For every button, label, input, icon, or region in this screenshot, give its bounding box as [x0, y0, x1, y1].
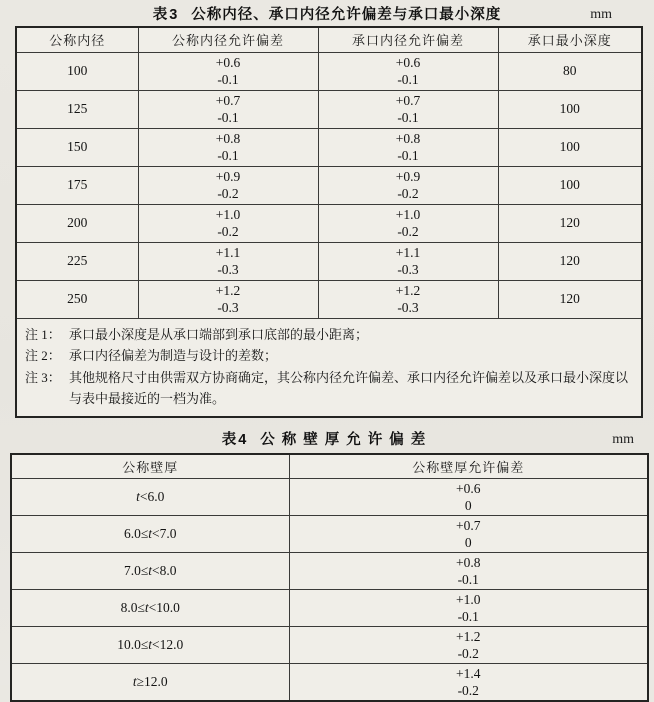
- cell-diameter: 175: [16, 166, 138, 204]
- table3-notes-row: [16, 318, 642, 417]
- note-label: 注 1：: [25, 324, 69, 346]
- range-prefix: 10.0≤: [117, 637, 148, 652]
- deviation-minus: -0.1: [294, 571, 644, 588]
- deviation-minus: -0.1: [143, 71, 314, 88]
- table-row: [16, 52, 642, 90]
- table3-unit-label: mm: [590, 4, 612, 26]
- note-text: 其他规格尺寸由供需双方协商确定，其公称内径允许偏差、承口内径允许偏差以及承口最小深度以与表中最接近的一档为准。: [69, 367, 631, 410]
- table3-title-row: [0, 0, 654, 26]
- cell-thickness-range: [11, 479, 289, 516]
- deviation-minus: -0.2: [143, 185, 314, 202]
- cell-nominal-deviation: [138, 204, 318, 242]
- range-suffix: <6.0: [140, 489, 165, 504]
- table3-title-text: 公称内径、承口内径允许偏差与承口最小深度: [191, 7, 501, 23]
- table4-header-deviation: 公称壁厚允许偏差: [289, 454, 648, 479]
- deviation-plus: +1.1: [143, 244, 314, 261]
- deviation-minus: -0.3: [143, 299, 314, 316]
- table3-header-nominal-deviation: 公称内径允许偏差: [138, 27, 318, 52]
- cell-min-depth: 120: [498, 204, 642, 242]
- table3-title-prefix: 表3: [153, 7, 180, 23]
- deviation-plus: +1.2: [143, 282, 314, 299]
- deviation-minus: -0.1: [143, 109, 314, 126]
- deviation-plus: +1.0: [143, 206, 314, 223]
- deviation-plus: +0.6: [143, 54, 314, 71]
- cell-thickness-range: [11, 553, 289, 590]
- cell-socket-deviation: [318, 52, 498, 90]
- note-label: 注 2：: [25, 345, 69, 367]
- table-row: [11, 627, 648, 664]
- deviation-plus: +1.1: [323, 244, 494, 261]
- cell-diameter: 100: [16, 52, 138, 90]
- note-label: 注 3：: [25, 367, 69, 410]
- note-2: [25, 345, 631, 367]
- table3-header-min-depth: 承口最小深度: [498, 27, 642, 52]
- range-prefix: 7.0≤: [124, 563, 148, 578]
- range-suffix: <12.0: [152, 637, 183, 652]
- cell-diameter: 250: [16, 280, 138, 318]
- deviation-plus: +0.8: [294, 554, 644, 571]
- cell-thickness-range: [11, 664, 289, 702]
- range-variable: t: [145, 600, 149, 615]
- deviation-plus: +0.9: [143, 168, 314, 185]
- cell-diameter: 225: [16, 242, 138, 280]
- deviation-plus: +1.2: [294, 628, 644, 645]
- table3-title: [153, 7, 502, 23]
- cell-min-depth: 120: [498, 242, 642, 280]
- table-row: [16, 128, 642, 166]
- cell-nominal-deviation: [138, 280, 318, 318]
- cell-nominal-deviation: [138, 166, 318, 204]
- deviation-minus: 0: [294, 497, 644, 514]
- cell-min-depth: 100: [498, 90, 642, 128]
- deviation-plus: +0.7: [143, 92, 314, 109]
- cell-nominal-deviation: [138, 90, 318, 128]
- deviation-plus: +0.7: [323, 92, 494, 109]
- range-variable: t: [148, 637, 152, 652]
- table3: [15, 26, 643, 418]
- table-row: [11, 664, 648, 702]
- table3-header-nominal-diameter: 公称内径: [16, 27, 138, 52]
- cell-nominal-deviation: [138, 52, 318, 90]
- cell-socket-deviation: [318, 128, 498, 166]
- range-suffix: <8.0: [152, 563, 177, 578]
- deviation-plus: +1.4: [294, 665, 644, 682]
- deviation-minus: -0.1: [323, 71, 494, 88]
- table4-header-thickness: 公称壁厚: [11, 454, 289, 479]
- table4-title-prefix: 表4: [222, 432, 249, 448]
- deviation-plus: +0.6: [294, 480, 644, 497]
- deviation-plus: +1.0: [294, 591, 644, 608]
- deviation-minus: -0.1: [143, 147, 314, 164]
- range-variable: t: [136, 489, 140, 504]
- table3-header-row: [16, 27, 642, 52]
- range-prefix: 6.0≤: [124, 526, 148, 541]
- deviation-minus: -0.1: [323, 109, 494, 126]
- cell-min-depth: 120: [498, 280, 642, 318]
- deviation-plus: +0.6: [323, 54, 494, 71]
- range-suffix: <10.0: [149, 600, 180, 615]
- table-row: [16, 204, 642, 242]
- cell-socket-deviation: [318, 90, 498, 128]
- table-row: [16, 90, 642, 128]
- cell-socket-deviation: [318, 242, 498, 280]
- cell-diameter: 150: [16, 128, 138, 166]
- cell-thickness-deviation: [289, 590, 648, 627]
- note-text: 承口最小深度是从承口端部到承口底部的最小距离；: [69, 324, 631, 346]
- table3-notes: [16, 318, 642, 417]
- range-suffix: ≥12.0: [137, 674, 168, 689]
- deviation-minus: -0.2: [294, 645, 644, 662]
- table-row: [16, 166, 642, 204]
- table-row: [16, 280, 642, 318]
- cell-socket-deviation: [318, 204, 498, 242]
- range-variable: t: [133, 674, 137, 689]
- cell-thickness-deviation: [289, 479, 648, 516]
- deviation-minus: -0.1: [323, 147, 494, 164]
- cell-thickness-deviation: [289, 664, 648, 702]
- range-prefix: 8.0≤: [121, 600, 145, 615]
- cell-diameter: 200: [16, 204, 138, 242]
- table4-unit-label: mm: [612, 429, 634, 451]
- note-text: 承口内径偏差为制造与设计的差数；: [69, 345, 631, 367]
- table4-title: [222, 432, 433, 448]
- cell-socket-deviation: [318, 280, 498, 318]
- note-1: [25, 324, 631, 346]
- cell-diameter: 125: [16, 90, 138, 128]
- deviation-plus: +0.7: [294, 517, 644, 534]
- cell-nominal-deviation: [138, 242, 318, 280]
- deviation-minus: -0.3: [323, 261, 494, 278]
- table-row: [11, 553, 648, 590]
- range-suffix: <7.0: [152, 526, 177, 541]
- cell-thickness-deviation: [289, 627, 648, 664]
- deviation-minus: -0.2: [323, 223, 494, 240]
- table-row: [11, 479, 648, 516]
- table4-title-text: 公称壁厚允许偏差: [260, 432, 432, 448]
- deviation-minus: -0.2: [323, 185, 494, 202]
- cell-socket-deviation: [318, 166, 498, 204]
- table4-header-row: [11, 454, 648, 479]
- cell-min-depth: 100: [498, 128, 642, 166]
- deviation-plus: +0.8: [323, 130, 494, 147]
- deviation-plus: +1.2: [323, 282, 494, 299]
- cell-thickness-range: [11, 627, 289, 664]
- table4-title-row: [0, 429, 654, 453]
- cell-min-depth: 100: [498, 166, 642, 204]
- deviation-minus: -0.2: [143, 223, 314, 240]
- table3-header-socket-deviation: 承口内径允许偏差: [318, 27, 498, 52]
- table-row: [16, 242, 642, 280]
- note-3: [25, 367, 631, 410]
- table4: [10, 453, 649, 702]
- cell-thickness-deviation: [289, 516, 648, 553]
- deviation-plus: +1.0: [323, 206, 494, 223]
- range-variable: t: [148, 526, 152, 541]
- deviation-minus: -0.3: [323, 299, 494, 316]
- deviation-minus: -0.3: [143, 261, 314, 278]
- deviation-plus: +0.9: [323, 168, 494, 185]
- cell-nominal-deviation: [138, 128, 318, 166]
- cell-thickness-deviation: [289, 553, 648, 590]
- table-row: [11, 516, 648, 553]
- range-variable: t: [148, 563, 152, 578]
- cell-min-depth: 80: [498, 52, 642, 90]
- deviation-minus: 0: [294, 534, 644, 551]
- cell-thickness-range: [11, 590, 289, 627]
- deviation-minus: -0.1: [294, 608, 644, 625]
- cell-thickness-range: [11, 516, 289, 553]
- deviation-minus: -0.2: [294, 682, 644, 699]
- deviation-plus: +0.8: [143, 130, 314, 147]
- table-row: [11, 590, 648, 627]
